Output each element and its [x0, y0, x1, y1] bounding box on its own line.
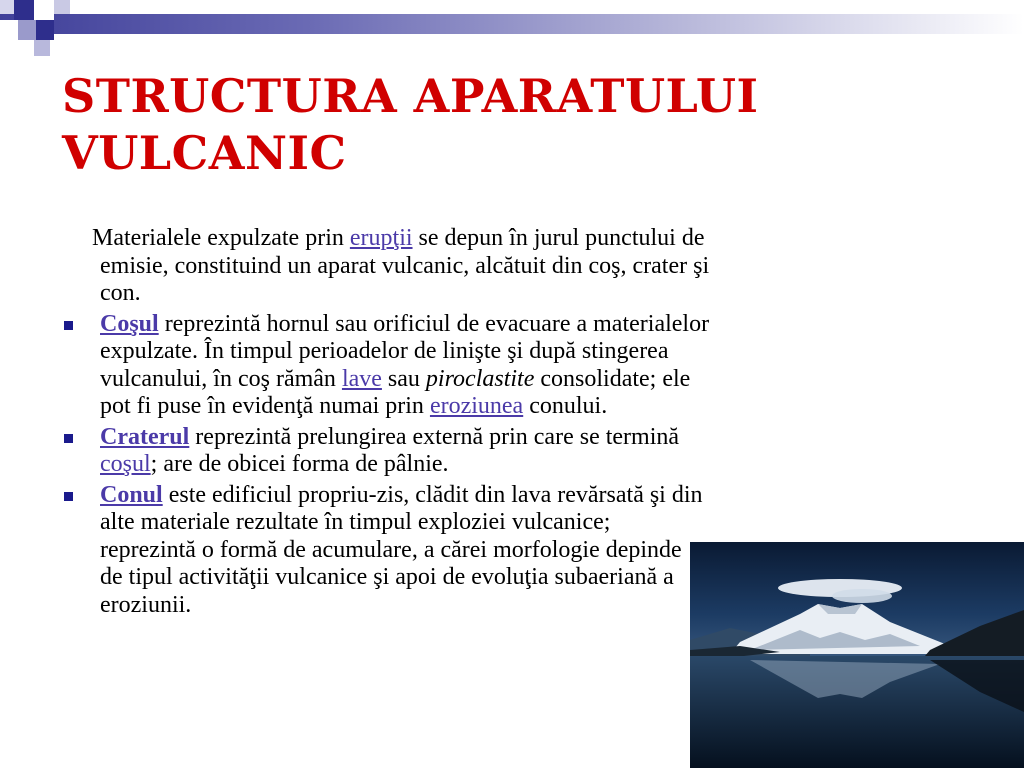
decor-square — [0, 0, 14, 14]
intro-text: se depun în jurul punctului de emisie, constituind un aparat vulcanic, alcătuit din coş, crater şi con. — [100, 225, 710, 306]
volcano-photo — [690, 542, 1024, 768]
decor-square — [36, 20, 54, 40]
bullet-text: consolidate; ele pot fi puse în evidenţă numai prin — [100, 365, 691, 419]
slide-body — [60, 225, 710, 622]
bullet-text: este edificiul propriu-zis, clădit din lava revărsată şi din alte materiale rezultate în timpul exploziei vulcanice; reprezintă o formă de acumulare, a cărei morfologie depinde de tipul activităţii vulcanice şi apoi de evoluţia subaeriană a eroziunii. — [100, 481, 703, 618]
bullet-text: reprezintă prelungirea externă prin care se termină — [189, 423, 680, 450]
link-eroziunea[interactable]: eroziunea — [429, 393, 524, 419]
title-line-2: VULCANIC — [62, 126, 347, 180]
decor-square — [54, 0, 70, 14]
italic-term: piroclastite — [425, 365, 535, 392]
square-bullet-icon — [64, 492, 73, 501]
link-cosul-term[interactable]: Coşul — [100, 310, 159, 337]
title-line-1: STRUCTURA APARATULUI — [62, 69, 759, 123]
link-craterul-term[interactable]: Craterul — [100, 423, 190, 450]
link-eruptii[interactable]: erupţii — [349, 225, 413, 251]
decor-square — [18, 20, 36, 40]
bullet-list — [60, 311, 710, 620]
list-item — [60, 424, 710, 479]
decor-square — [0, 20, 18, 40]
square-bullet-icon — [64, 321, 73, 330]
decor-square — [14, 0, 34, 20]
square-bullet-icon — [64, 434, 73, 443]
bullet-text: conului. — [523, 393, 608, 419]
bullet-text: sau — [381, 365, 426, 392]
link-lave[interactable]: lave — [341, 365, 382, 392]
decor-square — [34, 0, 54, 20]
link-conul-term[interactable]: Conul — [100, 481, 163, 508]
decor-square — [34, 40, 50, 56]
intro-text: Materialele expulzate prin — [92, 225, 350, 251]
list-item — [60, 482, 710, 620]
list-item — [60, 311, 710, 421]
bullet-text: ; are de obicei forma de pâlnie. — [150, 451, 449, 477]
slide-title — [62, 68, 962, 182]
intro-paragraph — [60, 225, 710, 308]
link-cosul[interactable]: coşul — [100, 451, 151, 477]
bullet-text: reprezintă hornul sau orificiul de evacuare a materialelor expulzate. În timpul perioadelor de linişte şi după stingerea vulcanului, în coş rămân — [100, 310, 710, 392]
header-gradient-bar — [0, 14, 1024, 34]
